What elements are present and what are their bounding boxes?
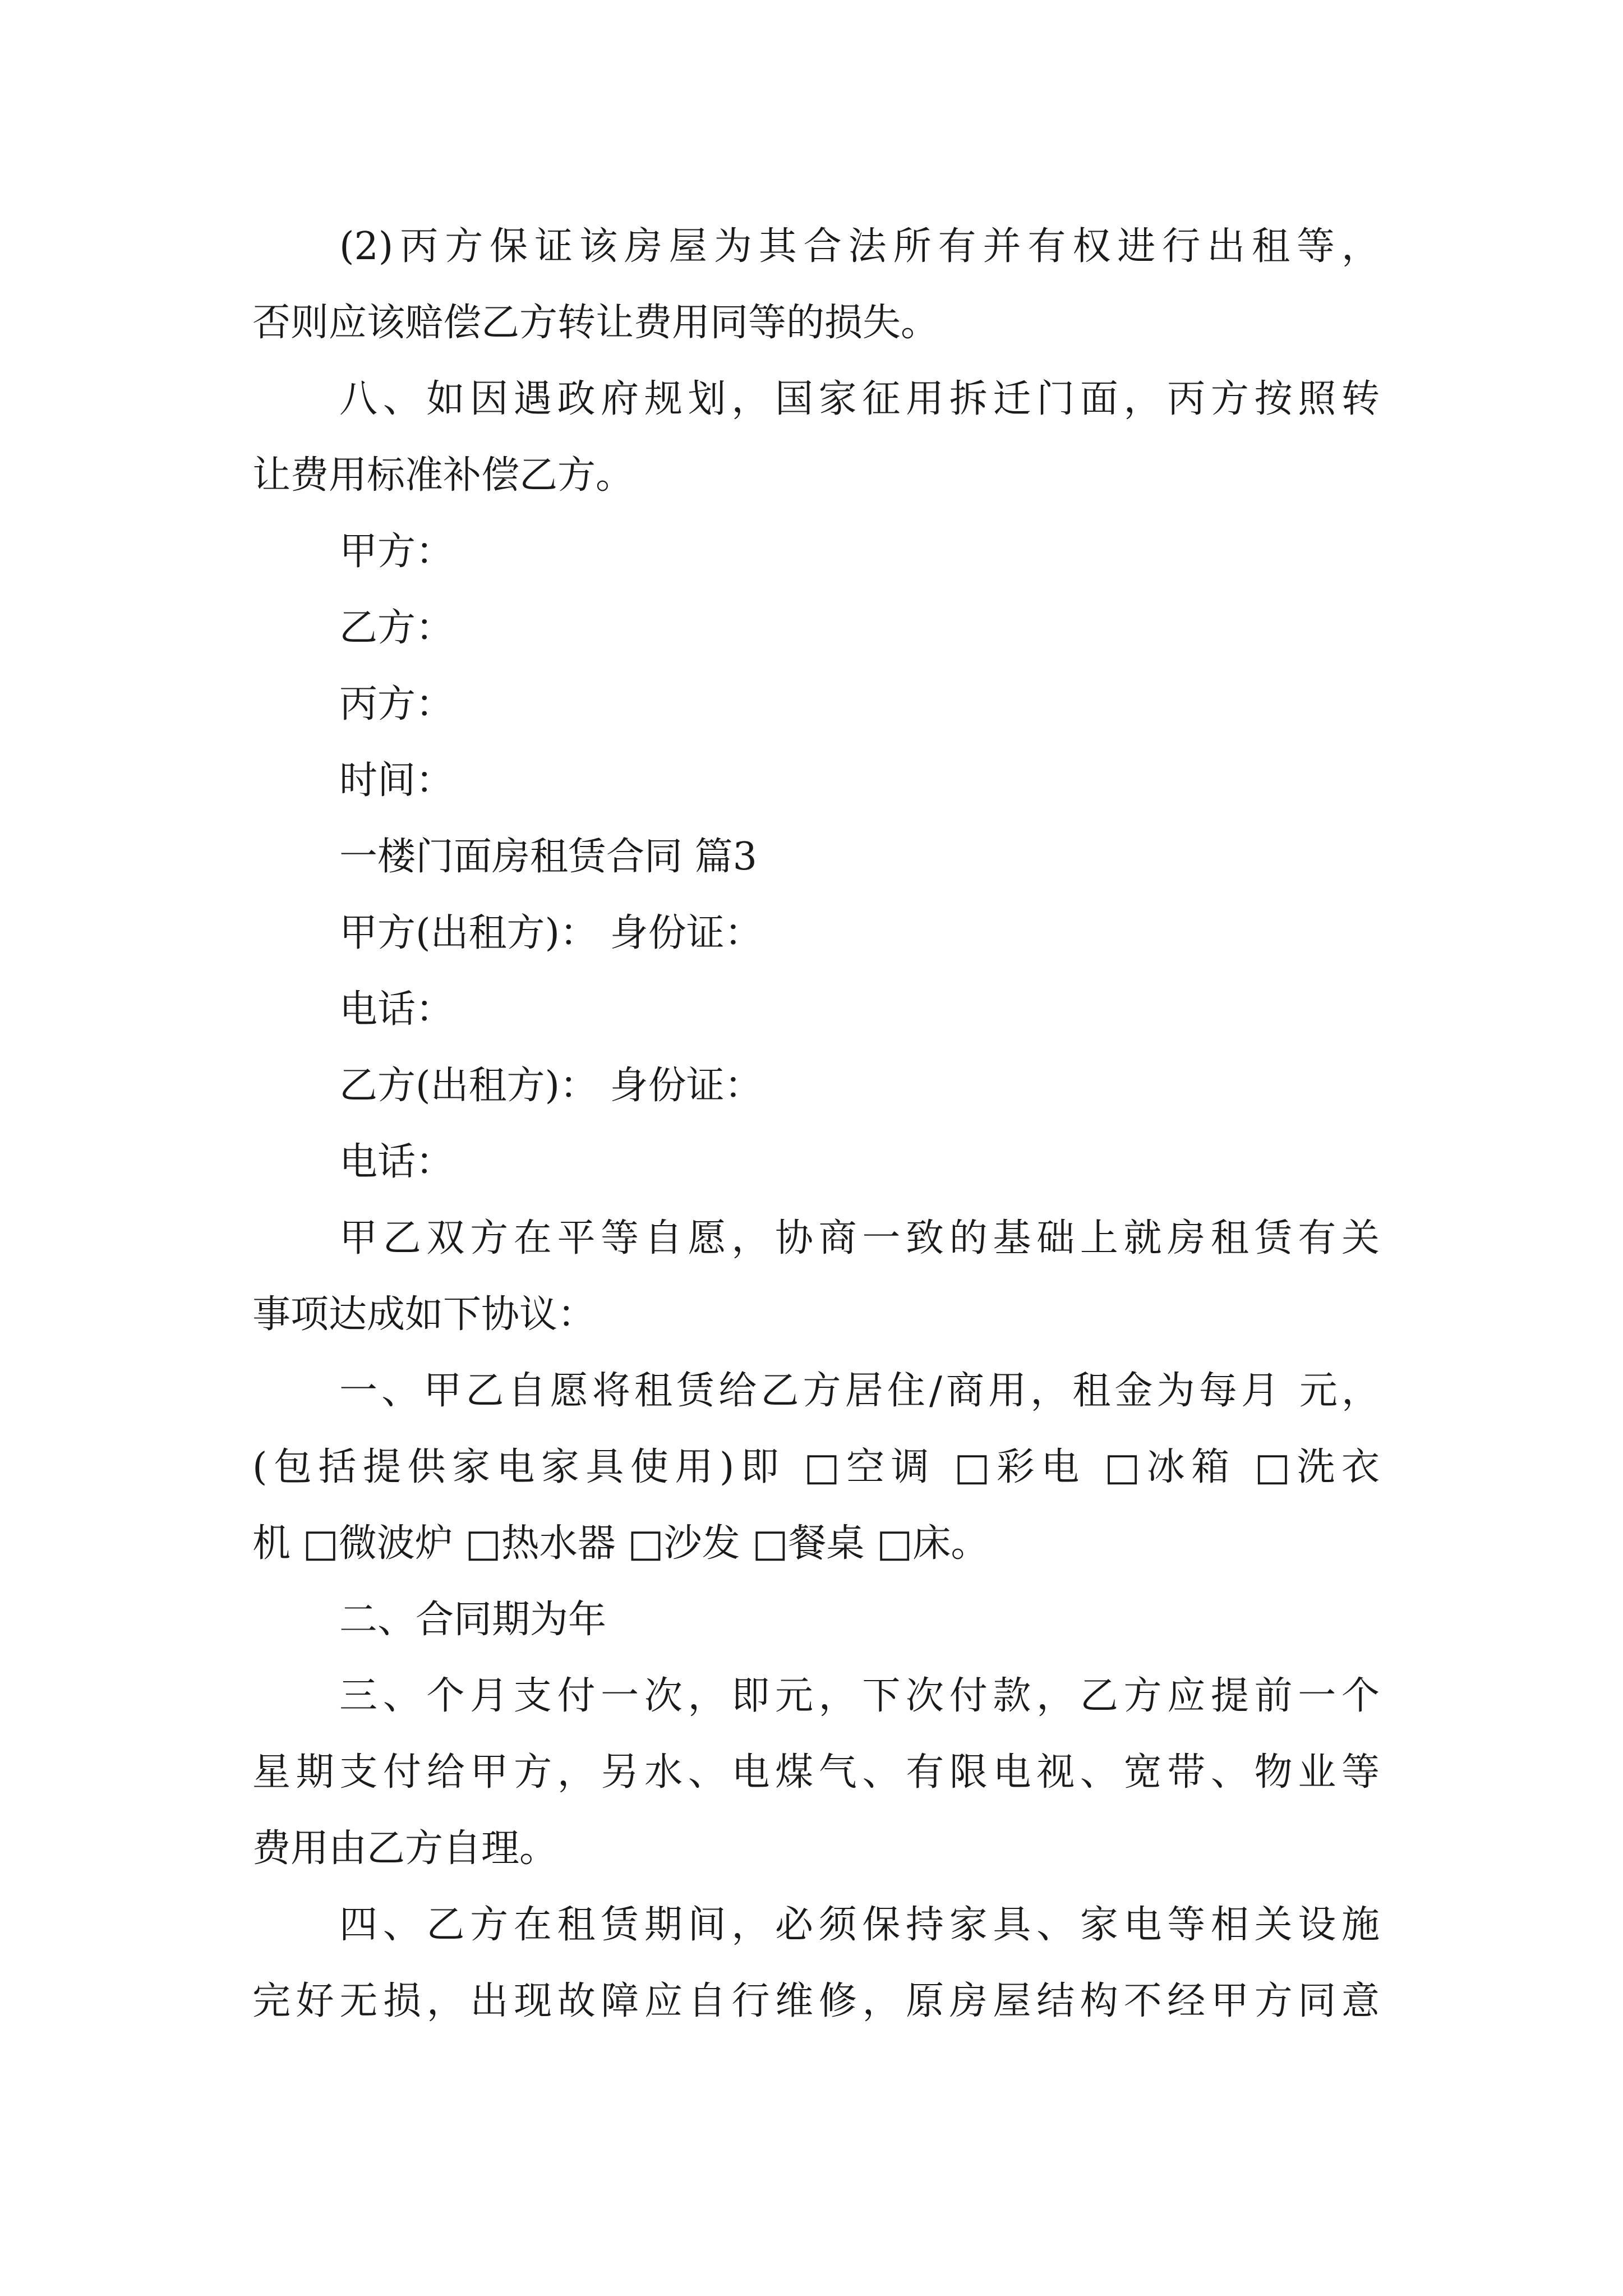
text-line: 二、合同期为年 [339,1598,607,1642]
section-title: 一楼门面房租赁合同 篇3 [339,835,757,879]
text-line: 一、甲乙自愿将租赁给乙方居住/商用，租金为每月 元， [339,1369,1380,1413]
text-line: 甲乙双方在平等自愿，协商一致的基础上就房租赁有关 [339,1216,1380,1260]
text-line: 甲方(出租方)： 身份证： [339,911,763,955]
signature-line-party-b: 乙方： [339,606,454,650]
signature-line-date: 时间： [339,758,454,803]
text-line: (2)丙方保证该房屋为其合法所有并有权进行出租等， [339,224,1380,269]
text-line: 机 □微波炉 □热水器 □沙发 □餐桌 □床。 [252,1521,989,1566]
text-line: 费用由乙方自理。 [252,1826,558,1871]
text-line: 四、乙方在租赁期间，必须保持家具、家电等相关设施 [339,1903,1380,1947]
text-line: 让费用标准补偿乙方。 [252,453,634,498]
text-line: 乙方(出租方)： 身份证： [339,1064,763,1108]
text-line: 完好无损，出现故障应自行维修，原房屋结构不经甲方同意 [252,1979,1380,2023]
text-line: 星期支付给甲方，另水、电煤气、有限电视、宽带、物业等 [252,1750,1380,1795]
text-line: 八、如因遇政府规划，国家征用拆迁门面，丙方按照转 [339,377,1380,421]
text-line: 三、个月支付一次，即元，下次付款，乙方应提前一个 [339,1674,1380,1718]
signature-line-party-c: 丙方： [339,682,454,726]
text-line: 否则应该赔偿乙方转让费用同等的损失。 [252,301,939,345]
text-line: 电话： [339,987,454,1032]
text-line: 事项达成如下协议： [252,1292,596,1337]
text-line: 电话： [339,1140,454,1184]
text-line: (包括提供家电家具使用)即 □空调 □彩电 □冰箱 □洗衣 [252,1445,1380,1489]
signature-line-party-a: 甲方： [339,530,454,574]
